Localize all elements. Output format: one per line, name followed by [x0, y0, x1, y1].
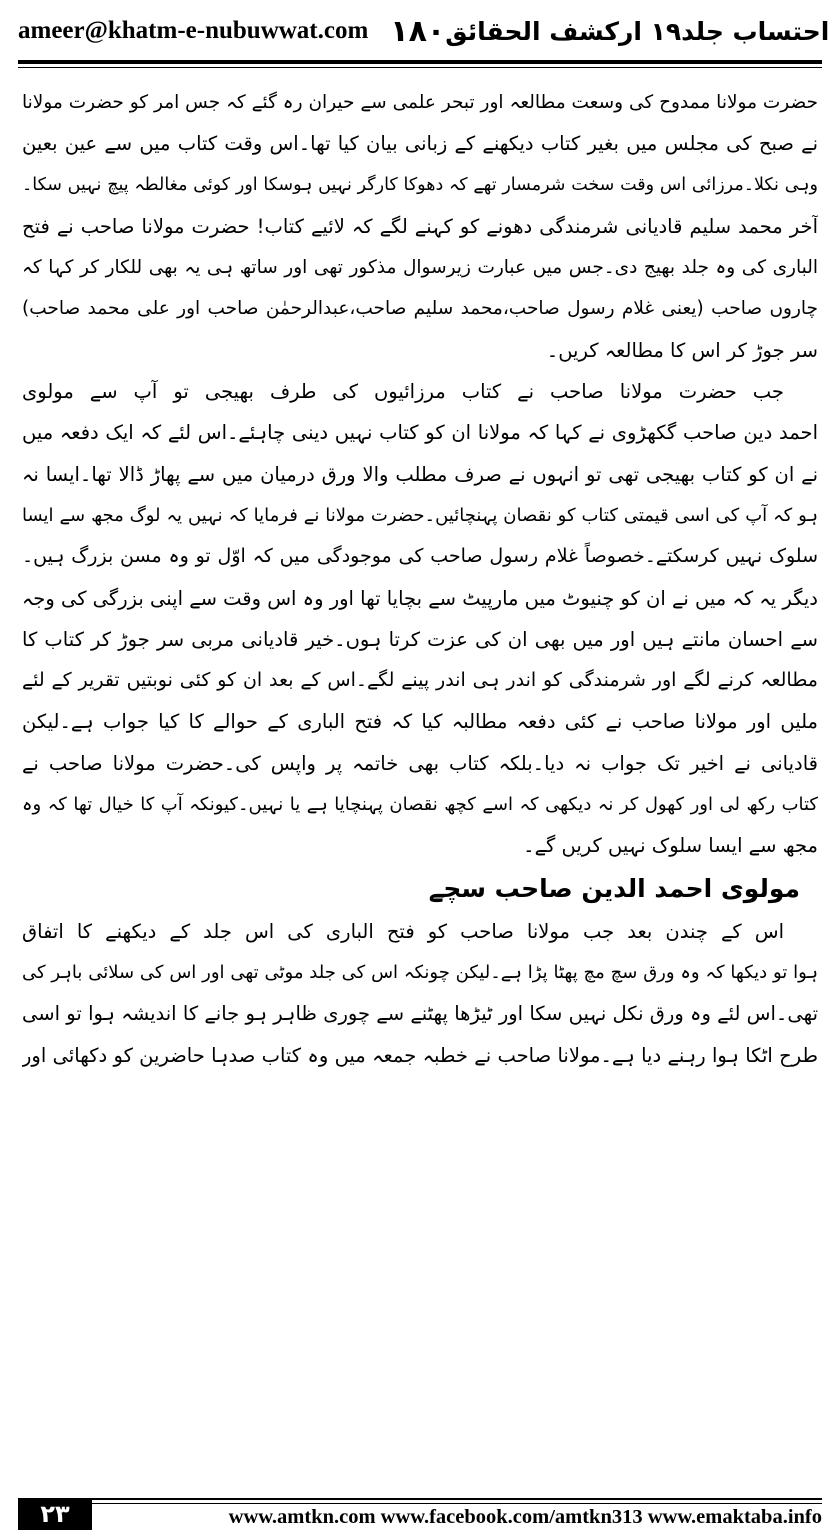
text-line: اس کے چندن بعد جب مولانا صاحب کو فتح الباری کی اس جلد کے دیکھنے کا اتفاق — [22, 919, 784, 943]
page-number: ۱۸۰ — [390, 13, 446, 49]
footer-links: www.amtkn.com www.facebook.com/amtkn313 www.emaktaba.info — [228, 1506, 822, 1528]
text-line: قادیانی نے اخیر تک جواب نہ دیا۔بلکہ کتاب بھی خاتمہ پر واپس کی۔حضرت مولانا صاحب نے — [22, 751, 818, 775]
text-line: آخر محمد سلیم قادیانی شرمندگی دھونے کو کہنے لگے کہ لائیے کتاب! حضرت مولانا صاحب نے فتح — [22, 214, 818, 238]
text-line: مجھ سے ایسا سلوک نہیں کریں گے۔ — [523, 834, 818, 858]
text-line: الباری کی وہ جلد بھیج دی۔جس میں عبارت زیرسوال مذکور تھی اور ساتھ ہی یہ بھی للکار کر کہا کہ — [22, 257, 818, 279]
text-line: ملیں اور مولانا صاحب نے کئی دفعہ مطالبہ کیا کہ فتح الباری کے حوالے کا کیا جواب ہے۔لیکن — [22, 710, 818, 734]
text-line: چاروں صاحب (یعنی غلام رسول صاحب،محمد سلیم صاحب،عبدالرحمٰن صاحب اور علی محمد صاحب) — [22, 298, 818, 320]
header-rule-thin — [18, 67, 822, 68]
footer-rule-thin — [18, 1503, 822, 1504]
text-line: حضرت مولانا ممدوح کی وسعت مطالعہ اور تبحر علمی سے حیران رہ گئے کہ جس امر کو حضرت مولانا — [22, 92, 818, 113]
text-line: وہی نکلا۔مرزائی اس وقت سخت شرمسار تھے کہ دھوکا کارگر نہیں ہوسکا اور کوئی مغالطہ پیچ نہیں سکا۔ — [22, 174, 818, 195]
footer-page-badge: ۲۳ — [18, 1498, 92, 1530]
text-line: مطالعہ کرنے لگے اور شرمندگی کو اندر ہی اندر پینے لگے۔اس کے بعد ان کو کئی نوبتیں تقریر کے لئے — [22, 669, 818, 692]
header-email: ameer@khatm-e-nubuwwat.com — [18, 17, 369, 44]
text-line: سر جوڑ کر اس کا مطالعہ کریں۔ — [546, 338, 818, 362]
paragraph-3 — [22, 911, 818, 1076]
text-line: جب حضرت مولانا صاحب نے کتاب مرزائیوں کی طرف بھیجی تو آپ سے مولوی — [22, 380, 784, 404]
paragraph-2 — [22, 371, 818, 867]
footer-rule-thick — [18, 1498, 822, 1500]
text-line: طرح اٹکا ہوا رہنے دیا ہے۔مولانا صاحب نے خطبہ جمعہ میں وہ کتاب صدہا حاضرین کو دکھائی اور — [22, 1043, 818, 1067]
paragraph-1 — [22, 82, 818, 371]
text-line: نے صبح کی مجلس میں بغیر کتاب دیکھنے کے زبانی بیان کیا تھا۔اس وقت کتاب میں سے عین بعین — [22, 132, 818, 156]
text-line: سے احسان مانتے ہیں اور میں بھی ان کی عزت کرتا ہوں۔خیر قادیانی مربی سر جوڑ کر کتاب کا — [22, 627, 818, 651]
text-line: ہو کہ آپ کی اسی قیمتی کتاب کو نقصان پہنچائیں۔حضرت مولانا نے فرمایا کہ نہیں یہ لوگ مجھ سے ایسا — [22, 504, 818, 526]
header-left-group — [18, 14, 445, 49]
page-header — [18, 8, 830, 54]
text-line: احمد دین صاحب گکھڑوی نے کہا کہ مولانا ان کو کتاب نہیں دینی چاہئے۔اس لئے کہ ایک دفعہ میں — [22, 421, 818, 445]
text-line: سلوک نہیں کرسکتے۔خصوصاً غلام رسول صاحب کی موجودگی میں کہ اوّل تو وہ مسن بزرگ ہیں۔ — [22, 545, 818, 568]
text-line: کتاب رکھ لی اور کھول کر نہ دیکھی کہ اسے کچھ نقصان پہنچایا ہے یا نہیں۔کیونکہ آپ کا خیال تھا کہ وہ — [22, 794, 818, 816]
text-line: تھی۔اس لئے وہ ورق نکل نہیں سکا اور ٹیڑھا پھٹنے سے چوری ظاہر ہو جانے کا اندیشہ ہوا تو اسی — [22, 1002, 818, 1026]
page-footer — [18, 1498, 822, 1530]
text-line: ہوا تو دیکھا کہ وہ ورق سچ مچ پھٹا پڑا ہے۔لیکن چونکہ اس کی جلد موٹی تھی اور اس کی سلائی باہر کی — [22, 961, 818, 983]
section-heading: مولوی احمد الدین صاحب سچے — [428, 873, 800, 903]
page-body — [22, 82, 818, 1076]
text-line: نے ان کو کتاب بھیجی تھی تو انہوں نے صرف مطلب والا ورق درمیان میں سے پھاڑ ڈالا تھا۔ایسا نہ — [22, 462, 818, 486]
header-rule-thick — [18, 60, 822, 64]
book-title: احتساب جلد۱۹ ارکشف الحقائق — [445, 16, 830, 46]
text-line: دیگر یہ کہ میں نے ان کو چنیوٹ میں مارپیٹ سے بچایا تھا اور وہ اس وقت سے اپنی بزرگی کی وجہ — [22, 586, 818, 610]
